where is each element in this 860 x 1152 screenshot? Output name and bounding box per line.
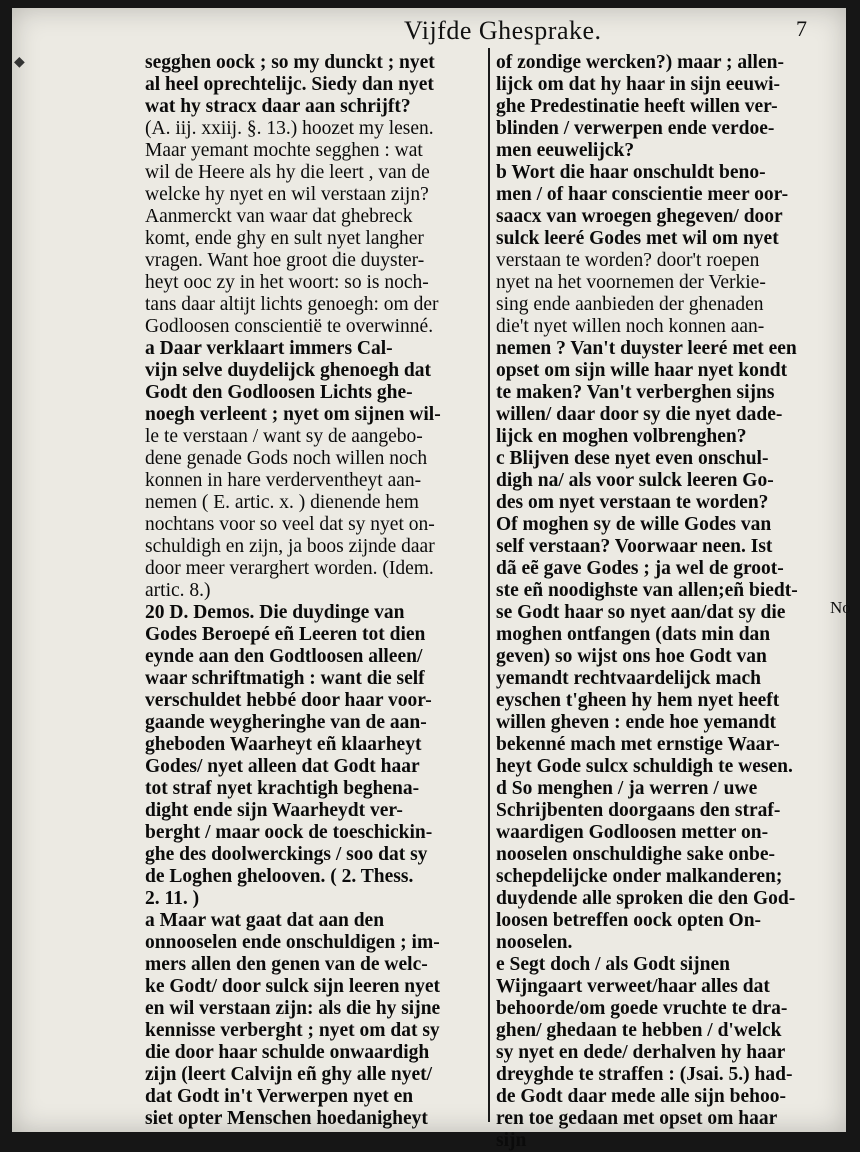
text-line: Godt den Godloosen Lichts ghe- — [145, 382, 413, 403]
text-line: of zondige wercken?) maar ; allen- — [496, 52, 784, 73]
text-line: dreyghde te straffen : (Jsai. 5.) had- — [496, 1064, 793, 1085]
text-line: schepdelijcke onder malkanderen; — [496, 866, 783, 887]
text-line: 2. 11. ) — [145, 888, 200, 909]
page-number: 7 — [796, 16, 807, 41]
text-line: willen gheven : ende hoe yemandt — [496, 712, 777, 733]
text-line: door meer verarghert worden. (Idem. — [145, 558, 434, 579]
text-line: sijn — [496, 1130, 527, 1151]
text-line: vragen. Want hoe groot die duyster- — [145, 250, 425, 271]
text-line: artic. 8.) — [145, 580, 211, 601]
text-line: die door haar schulde onwaardigh — [145, 1042, 430, 1063]
text-line: self verstaan? Voorwaar neen. Ist — [496, 536, 773, 557]
text-line: tot straf nyet krachtigh beghena- — [145, 778, 420, 799]
text-line: lijck om dat hy haar in sijn eeuwi- — [496, 74, 781, 95]
text-line: heyt ooc zy in het woort: so is noch- — [145, 272, 429, 293]
text-line: Wijngaart verweet/haar alles dat — [496, 976, 770, 997]
text-line: (A. iij. xxiij. §. 13.) hoozet my lesen. — [145, 118, 434, 139]
text-line: se Godt haar so nyet aan/dat sy die — [496, 602, 786, 623]
text-line: behoorde/om goede vruchte te dra- — [496, 998, 788, 1019]
text-line: men eeuwelijck? — [496, 140, 635, 161]
text-line: tans daar altijt lichts genoegh: om der — [145, 294, 439, 315]
text-line: nemen ? Van't duyster leeré met een — [496, 338, 797, 359]
book-page — [12, 8, 851, 1151]
text-line: de Godt daar mede alle sijn behoo- — [496, 1086, 786, 1107]
text-line: al heel oprechtelijc. Siedy dan nyet — [145, 74, 434, 95]
right-column — [496, 52, 818, 1152]
text-line: konnen in hare verderventheyt aan- — [145, 470, 422, 491]
text-line: en wil verstaan zijn: als die hy sijne — [145, 998, 441, 1019]
text-line: vijn selve duydelijck ghenoegh dat — [145, 360, 432, 381]
text-line: gheboden Waarheyt eñ klaarheyt — [145, 734, 422, 755]
text-line: blinden / verwerpen ende verdoe- — [496, 118, 775, 139]
text-line: le te verstaan / want sy de aangebo- — [145, 426, 423, 447]
text-line: Godes/ nyet alleen dat Godt haar — [145, 756, 420, 777]
text-line: nemen ( E. artic. x. ) dienende hem — [145, 492, 419, 513]
text-line: waar schriftmatigh : want die self — [145, 668, 425, 689]
text-line: heyt Gode sulcx schuldigh te wesen. — [496, 756, 793, 777]
margin-note: No — [830, 598, 851, 617]
text-line: dight ende sijn Waarheydt ver- — [145, 800, 403, 821]
text-line: de Loghen ghelooven. ( 2. Thess. — [145, 866, 414, 887]
text-line: wil de Heere als hy die leert , van de — [145, 162, 430, 183]
text-line: te maken? Van't verberghen sijns — [496, 382, 775, 403]
text-line: b Wort die haar onschuldt beno- — [496, 162, 766, 183]
text-line: Godes Beroepé eñ Leeren tot dien — [145, 624, 426, 645]
text-line: eynde aan den Godtloosen alleen/ — [145, 646, 423, 667]
text-line: dene genade Gods noch willen noch — [145, 448, 428, 469]
text-line: noegh verleent ; nyet om sijnen wil- — [145, 404, 441, 425]
text-line: die't nyet willen noch konnen aan- — [496, 316, 765, 337]
page-edge-mark: ◆ — [14, 54, 25, 70]
text-line: duydende alle sproken die den God- — [496, 888, 796, 909]
text-line: ke Godt/ door sulck sijn leeren nyet — [145, 976, 441, 997]
text-line: mers allen den genen van de welc- — [145, 954, 428, 975]
text-line: men / of haar conscientie meer oor- — [496, 184, 789, 205]
text-line: zijn (leert Calvijn eñ ghy alle nyet/ — [145, 1064, 433, 1085]
text-line: waardigen Godloosen metter on- — [496, 822, 769, 843]
text-line: des om nyet verstaan te worden? — [496, 492, 769, 513]
text-line: siet opter Menschen hoedanigheyt — [145, 1108, 428, 1129]
text-line: yemandt rechtvaardelijck mach — [496, 668, 762, 689]
text-line: digh na/ als voor sulck leeren Go- — [496, 470, 774, 491]
text-line: verstaan te worden? door't roepen — [496, 250, 760, 271]
text-line: Godloosen conscientië te overwinné. — [145, 316, 434, 337]
text-line: komt, ende ghy en sult nyet langher — [145, 228, 424, 249]
text-line: ghen/ ghedaan te hebben / d'welck — [496, 1020, 782, 1041]
text-line: d So menghen / ja werren / uwe — [496, 778, 758, 799]
text-line: dã eẽ gave Godes ; ja wel de groot- — [496, 558, 784, 579]
text-line: ghe Predestinatie heeft willen ver- — [496, 96, 778, 117]
text-line: berght / maar oock de toeschickin- — [145, 822, 433, 843]
text-line: Maar yemant mochte segghen : wat — [145, 140, 423, 161]
text-line: bekenné mach met ernstige Waar- — [496, 734, 780, 755]
text-line: sy nyet en dede/ derhalven hy haar — [496, 1042, 786, 1063]
text-line: a Maar wat gaat dat aan den — [145, 910, 385, 931]
text-line: ren toe gedaan met opset om haar — [496, 1108, 778, 1129]
text-line: gaande weygheringhe van de aan- — [145, 712, 427, 733]
text-line: opset om sijn wille haar nyet kondt — [496, 360, 788, 381]
text-line: schuldigh en zijn, ja boos zijnde daar — [145, 536, 435, 557]
text-line: loosen betreffen oock opten On- — [496, 910, 762, 931]
text-line: moghen ontfangen (dats min dan — [496, 624, 771, 645]
text-line: verschuldet hebbé door haar voor- — [145, 690, 432, 711]
text-line: Of moghen sy de wille Godes van — [496, 514, 772, 535]
text-line: ste eñ noodighste van allen;eñ biedt- — [496, 580, 798, 601]
text-line: segghen oock ; so my dunckt ; nyet — [145, 52, 435, 73]
text-line: Aanmerckt van waar dat ghebreck — [145, 206, 413, 227]
text-line: nochtans voor so veel dat sy nyet on- — [145, 514, 435, 535]
column-rule — [488, 48, 490, 1122]
text-line: nooselen onschuldighe sake onbe- — [496, 844, 776, 865]
text-line: kennisse verberght ; nyet om dat sy — [145, 1020, 440, 1041]
text-line: geven) so wijst ons hoe Godt van — [496, 646, 767, 667]
text-line: onnooselen ende onschuldigen ; im- — [145, 932, 440, 953]
text-line: nyet na het voornemen der Verkie- — [496, 272, 766, 293]
text-line: 20 D. Demos. Die duydinge van — [145, 602, 405, 623]
text-line: c Blijven dese nyet even onschul- — [496, 448, 769, 469]
text-line: a Daar verklaart immers Cal- — [145, 338, 393, 359]
text-line: nooselen. — [496, 932, 573, 953]
left-column — [145, 52, 479, 1130]
text-line: eyschen t'gheen hy hem nyet heeft — [496, 690, 780, 711]
text-line: dat Godt in't Verwerpen nyet en — [145, 1086, 414, 1107]
text-line: lijck en moghen volbrenghen? — [496, 426, 747, 447]
text-line: Schrijbenten doorgaans den straf- — [496, 800, 781, 821]
text-line: willen/ daar door sy die nyet dade- — [496, 404, 783, 425]
text-line: saacx van wroegen ghegeven/ door — [496, 206, 783, 227]
running-header: Vijfde Ghesprake. — [404, 16, 602, 45]
text-line: ghe des doolwerckings / soo dat sy — [145, 844, 428, 865]
text-line: sing ende aanbieden der ghenaden — [496, 294, 764, 315]
text-line: wat hy stracx daar aan schrijft? — [145, 96, 411, 117]
text-line: sulck leeré Godes met wil om nyet — [496, 228, 779, 249]
text-line: e Segt doch / als Godt sijnen — [496, 954, 731, 975]
text-line: welcke hy nyet en wil verstaan zijn? — [145, 184, 429, 205]
